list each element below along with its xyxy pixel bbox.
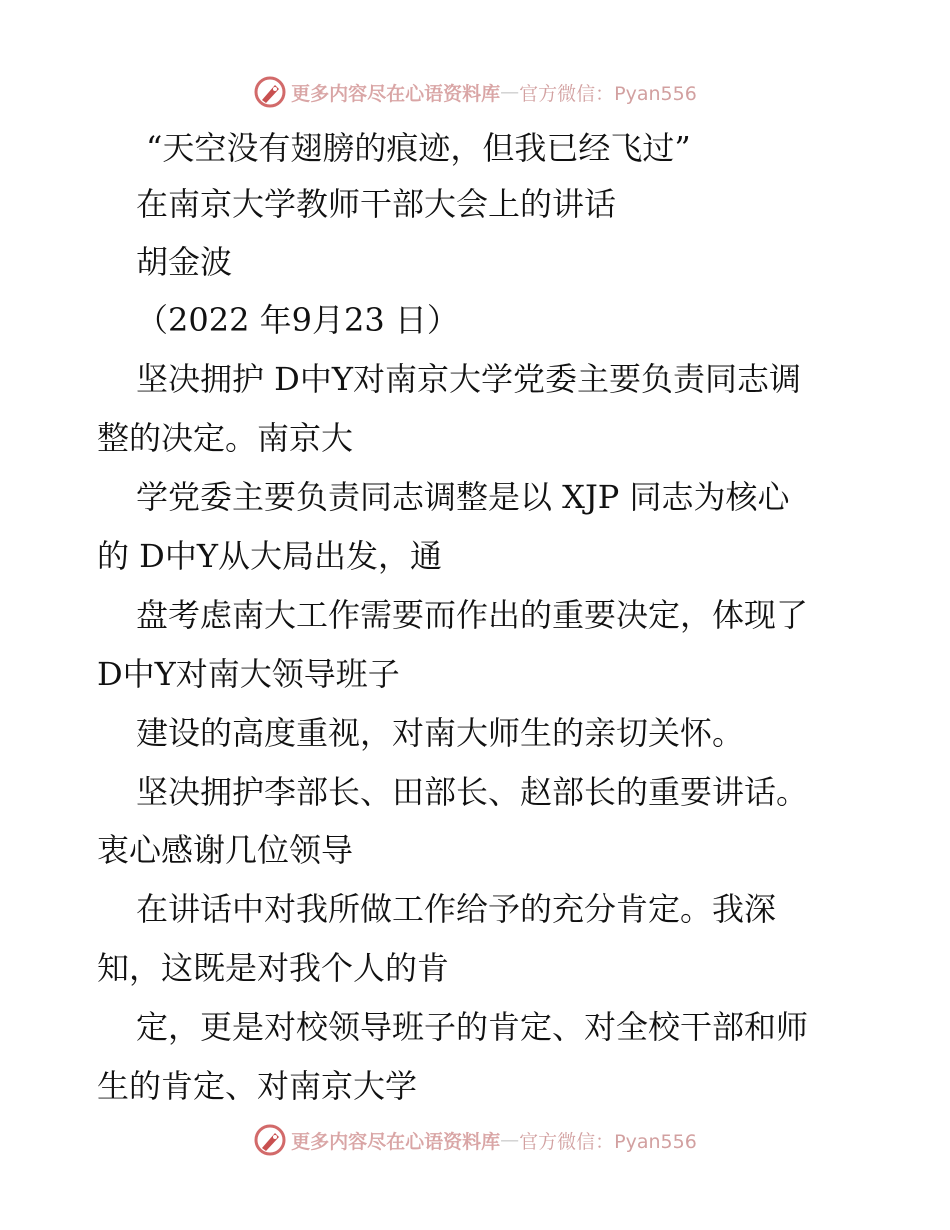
pen-nib-circle-icon [253, 1123, 287, 1157]
paragraph-line: 坚决拥护李部长、田部长、赵部长的重要讲话。 [136, 773, 809, 811]
paragraph-line: 的 D中Y从大局出发，通 [97, 537, 442, 575]
paragraph-line: 定，更是对校领导班子的肯定、对全校干部和师 [136, 1008, 809, 1046]
paragraph-line: 整的决定。南京大 [97, 419, 354, 457]
watermark-site-text: 更多内容尽在心语资料库 [291, 82, 501, 105]
document-subtitle: 在南京大学教师干部大会上的讲话 [136, 185, 617, 223]
paragraph-line: 学党委主要负责同志调整是以 XJP 同志为核心 [136, 478, 790, 516]
paragraph-line: 坚决拥护 D中Y对南京大学党委主要负责同志调 [136, 360, 801, 398]
watermark-dash: — [500, 1129, 520, 1151]
header-watermark [0, 72, 950, 112]
footer-watermark [0, 1120, 950, 1160]
paragraph-line: 盘考虑南大工作需要而作出的重要决定，体现了 [136, 596, 809, 634]
paragraph-line: 建设的高度重视，对南大师生的亲切关怀。 [136, 714, 745, 752]
paragraph-line: 衷心感谢几位领导 [97, 831, 354, 869]
watermark-dash: — [500, 81, 520, 103]
watermark-site-text: 更多内容尽在心语资料库 [291, 1130, 501, 1153]
pen-nib-circle-icon [253, 75, 287, 109]
paragraph-line: 在讲话中对我所做工作给予的充分肯定。我深 [136, 890, 777, 928]
document-date: （2022 年9月23 日） [136, 301, 459, 339]
paragraph-line: D中Y对南大领导班子 [97, 655, 400, 693]
document-title: “天空没有翅膀的痕迹，但我已经飞过” [146, 129, 691, 167]
paragraph-line: 知，这既是对我个人的肯 [97, 949, 450, 987]
watermark-wechat-text: 官方微信：Pyan556 [519, 1130, 697, 1153]
document-author: 胡金波 [136, 243, 233, 281]
watermark-wechat-text: 官方微信：Pyan556 [519, 82, 697, 105]
paragraph-line: 生的肯定、对南京大学 [97, 1067, 418, 1105]
